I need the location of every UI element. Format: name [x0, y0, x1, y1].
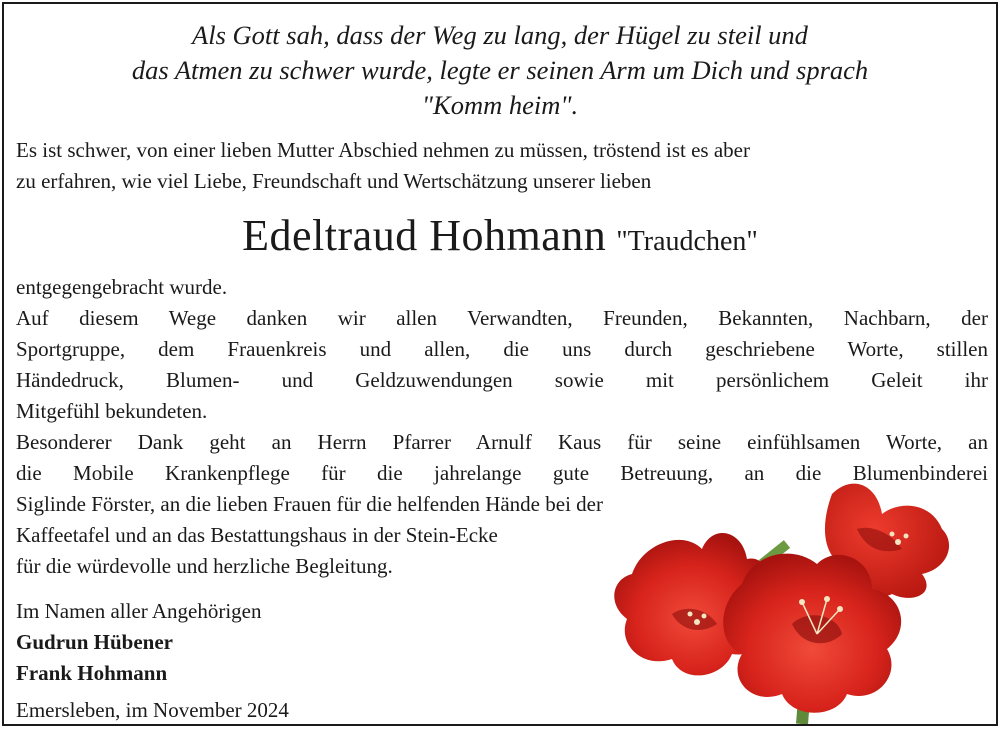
verse-line-3: "Komm heim". — [421, 90, 579, 120]
verse-line-2: das Atmen zu schwer wurde, legte er seinen Arm um Dich und sprach — [131, 55, 869, 85]
amaryllis-flower-image — [602, 474, 972, 724]
special-thanks-line: Besonderer Dank geht an Herrn Pfarrer Arnulf Kaus für seine einfühlsamen Worte, an — [16, 430, 988, 454]
deceased-name-block — [4, 210, 996, 261]
intro-line-1: Es ist schwer, von einer lieben Mutter Abschied nehmen zu müssen, tröstend ist es aber — [16, 138, 750, 162]
thanks-paragraph — [16, 303, 988, 427]
signature-name-2: Frank Hohmann — [16, 661, 168, 685]
verse — [4, 18, 996, 123]
thanks-line: Sportgruppe, dem Frauenkreis und allen, die uns durch geschriebene Worte, stillen — [16, 337, 988, 361]
thanks-line: Mitgefühl bekundeten. — [16, 399, 208, 423]
special-thanks-line: Siglinde Förster, an die lieben Frauen für die helfenden Hände bei der — [16, 492, 603, 516]
after-name-text: entgegengebracht wurde. — [16, 275, 228, 299]
special-thanks-line: Kaffeetafel und an das Bestattungshaus in der Stein-Ecke — [16, 523, 498, 547]
place-and-date: Emersleben, im November 2024 — [16, 698, 289, 722]
deceased-nickname: "Traudchen" — [616, 226, 758, 257]
thanks-line: Händedruck, Blumen- und Geldzuwendungen sowie mit persönlichem Geleit ihr — [16, 368, 988, 392]
deceased-name: Edeltraud Hohmann — [242, 211, 607, 260]
special-thanks-line: die Mobile Krankenpflege für die jahrelange gute Betreuung, an die Blumenbinderei — [16, 461, 988, 485]
verse-line-1: Als Gott sah, dass der Weg zu lang, der Hügel zu steil und — [192, 20, 808, 50]
signature-intro: Im Namen aller Angehörigen — [16, 599, 262, 623]
special-thanks-line: für die würdevolle und herzliche Begleitung. — [16, 554, 393, 578]
thanks-line: Auf diesem Wege danken wir allen Verwandten, Freunden, Bekannten, Nachbarn, der — [16, 306, 988, 330]
intro-line-2: zu erfahren, wie viel Liebe, Freundschaft und Wertschätzung unserer lieben — [16, 169, 652, 193]
obituary-notice — [2, 2, 998, 726]
signature-name-1: Gudrun Hübener — [16, 630, 173, 654]
